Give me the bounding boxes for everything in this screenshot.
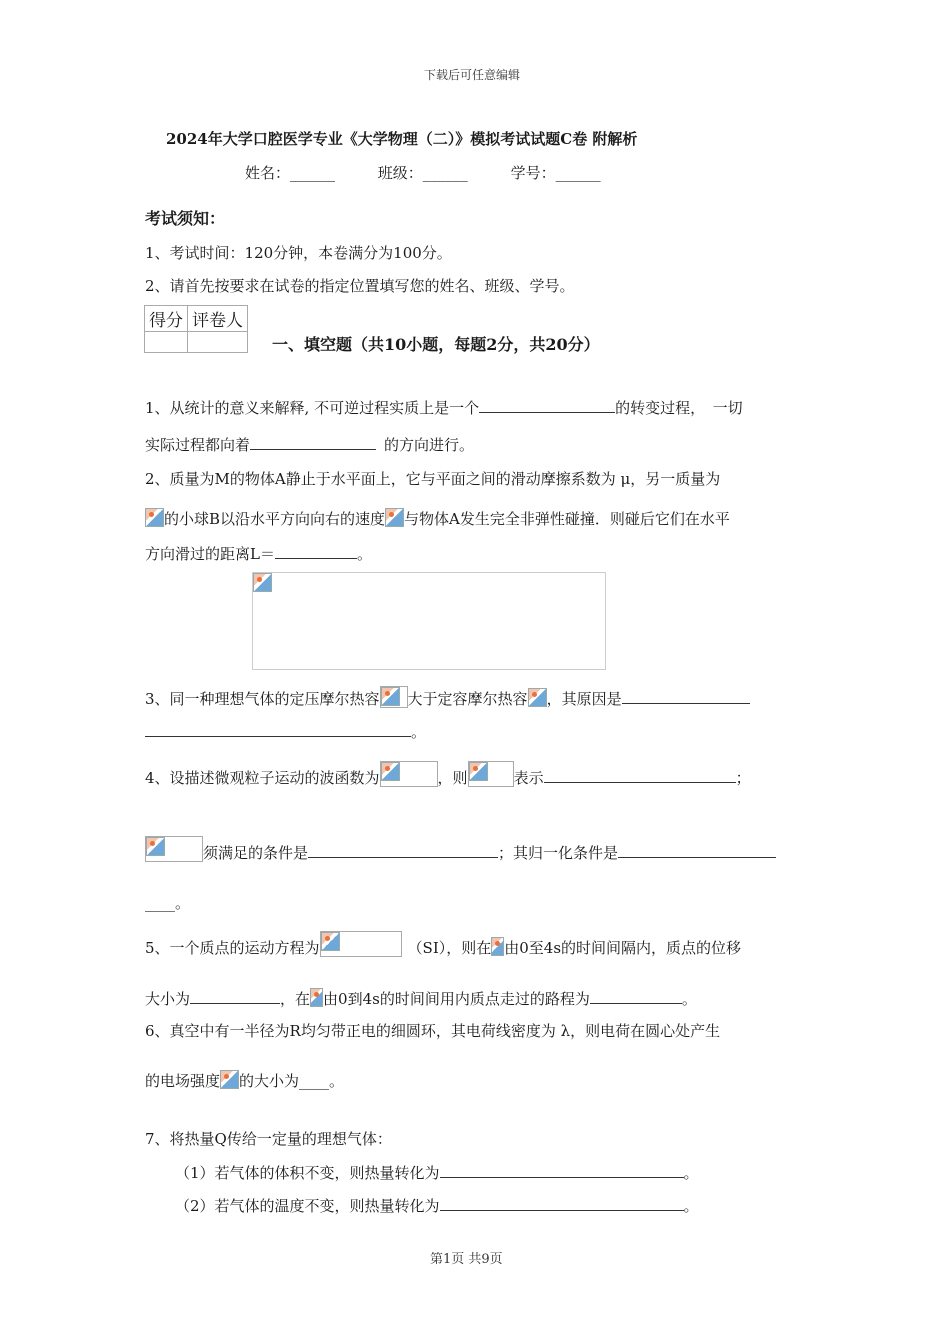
question-1-line-2: 实际过程都向着 的方向进行。 bbox=[145, 436, 475, 454]
id-field-label: 学号：______ bbox=[510, 164, 601, 182]
question-6-line-1: 6、真空中有一半径为R均匀带正电的细圆环，其电荷线密度为 λ，则电荷在圆心处产生 bbox=[145, 1022, 721, 1040]
blank bbox=[275, 544, 357, 559]
question-4-line-3: ____。 bbox=[145, 894, 191, 912]
question-1-line-1: 1、从统计的意义来解释, 不可逆过程实质上是一个 的转变过程， 一切 bbox=[145, 399, 743, 417]
notice-item-1: 1、考试时间：120分钟，本卷满分为100分。 bbox=[145, 244, 452, 262]
blank bbox=[440, 1163, 684, 1178]
blank bbox=[308, 843, 498, 858]
formula-image-icon bbox=[385, 508, 404, 527]
formula-image-frame bbox=[145, 836, 203, 862]
formula-image-icon bbox=[381, 762, 400, 781]
blank bbox=[479, 398, 615, 413]
student-info bbox=[245, 162, 601, 183]
question-2-line-2: 的小球B以沿水平方向向右的速度 与物体A发生完全非弹性碰撞．则碰后它们在水平 bbox=[145, 508, 730, 529]
name-field-label: 姓名：______ bbox=[245, 164, 336, 182]
blank bbox=[590, 989, 682, 1004]
score-cell bbox=[145, 332, 188, 353]
exam-title: 2024年大学口腔医学专业《大学物理（二）》模拟考试试题C卷 附解析 bbox=[166, 130, 638, 148]
formula-image-icon bbox=[146, 837, 165, 856]
question-7-part-1: （1）若气体的体积不变，则热量转化为 。 bbox=[175, 1164, 699, 1182]
score-table bbox=[144, 305, 248, 353]
formula-image-icon bbox=[145, 508, 164, 527]
blank bbox=[250, 435, 376, 450]
formula-image-icon bbox=[381, 687, 400, 706]
diagram-image-frame bbox=[252, 572, 606, 670]
blank bbox=[544, 768, 736, 783]
header-note: 下载后可任意编辑 bbox=[424, 68, 521, 82]
formula-image-frame bbox=[468, 761, 514, 787]
blank bbox=[618, 843, 776, 858]
question-3-line-2: 。 bbox=[145, 721, 426, 742]
grader-header: 评卷人 bbox=[188, 306, 248, 332]
score-header: 得分 bbox=[145, 306, 188, 332]
question-6-line-2: 的电场强度 的大小为____。 bbox=[145, 1072, 345, 1090]
question-5-line-2: 大小为 ，在 由0到4s的时间间用内质点走过的路程为 。 bbox=[145, 990, 697, 1008]
formula-image-icon bbox=[310, 988, 323, 1007]
formula-image-icon bbox=[220, 1070, 239, 1089]
formula-image-frame bbox=[380, 761, 438, 787]
question-4-line-1: 4、设描述微观粒子运动的波函数为 ，则 表示 ； bbox=[145, 761, 751, 788]
blank bbox=[622, 689, 750, 704]
question-4-line-2: 须满足的条件是 ；其归一化条件是 bbox=[145, 836, 776, 863]
class-field-label: 班级：______ bbox=[377, 164, 468, 182]
notice-heading: 考试须知： bbox=[145, 209, 226, 228]
notice-item-2: 2、请首先按要求在试卷的指定位置填写您的姓名、班级、学号。 bbox=[145, 277, 575, 295]
blank bbox=[440, 1196, 684, 1211]
formula-image-frame bbox=[320, 931, 402, 957]
diagram-image-icon bbox=[253, 573, 272, 592]
section-title: 一、填空题（共10小题，每题2分，共20分） bbox=[272, 335, 600, 354]
formula-image-icon bbox=[469, 762, 488, 781]
question-2-line-3: 方向滑过的距离L＝ 。 bbox=[145, 545, 372, 563]
formula-image-icon bbox=[491, 937, 504, 956]
question-7-stem: 7、将热量Q传给一定量的理想气体： bbox=[145, 1130, 392, 1148]
formula-image-icon bbox=[321, 932, 340, 951]
formula-image-frame bbox=[380, 686, 408, 708]
blank bbox=[190, 989, 280, 1004]
grader-cell bbox=[188, 332, 248, 353]
question-3-line-1: 3、同一种理想气体的定压摩尔热容 大于定容摩尔热容 ，其原因是 bbox=[145, 686, 750, 709]
page-footer: 第1页 共9页 bbox=[430, 1252, 503, 1267]
blank bbox=[145, 722, 411, 737]
question-2-line-1: 2、质量为M的物体A静止于水平面上，它与平面之间的滑动摩擦系数为 μ，另一质量为 bbox=[145, 470, 721, 488]
question-5-line-1: 5、一个质点的运动方程为 （SI），则在 由0至4s的时间间隔内，质点的位移 bbox=[145, 931, 741, 958]
formula-image-icon bbox=[528, 688, 547, 707]
question-7-part-2: （2）若气体的温度不变，则热量转化为 。 bbox=[175, 1197, 699, 1215]
